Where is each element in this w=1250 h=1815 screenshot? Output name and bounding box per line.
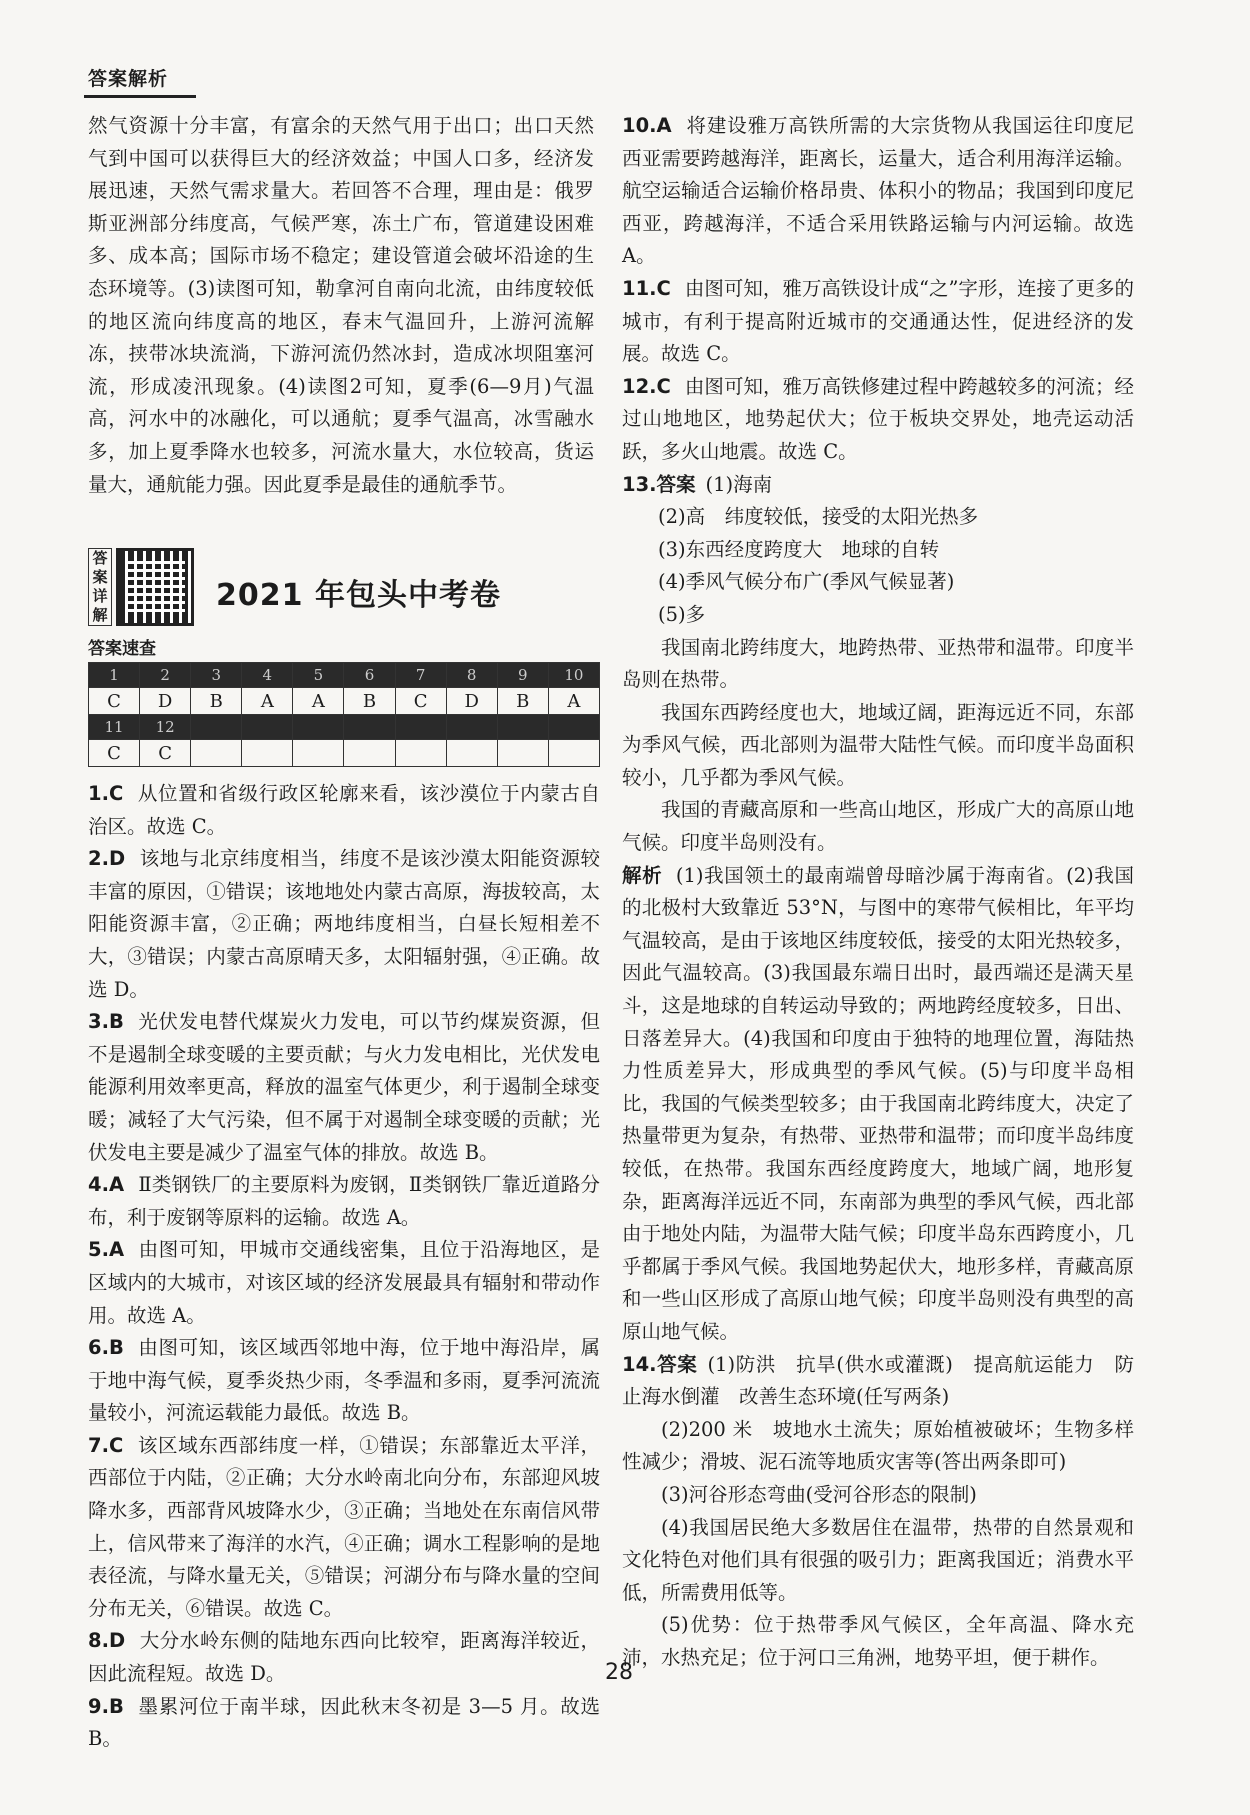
- right-column: [622, 110, 1134, 1675]
- table-cell: [191, 740, 242, 767]
- table-row-answers-1: [89, 688, 600, 715]
- question-number: 1.C: [88, 782, 124, 805]
- exam-header: [88, 548, 600, 628]
- table-cell: [293, 715, 344, 740]
- question-number: 9.B: [88, 1694, 124, 1718]
- question-item: [622, 110, 1134, 273]
- answer-part: (4)我国居民绝大多数居住在温带，热带的自然景观和文化特色对他们具有很强的吸引力；距离我国近；消费水平低，所需费用低等。: [622, 1515, 1134, 1604]
- question-text: 将建设雅万高铁所需的大宗货物从我国运往印度尼西亚需要跨越海洋，距离长，运量大，适合利用海洋运输。航空运输适合运输价格昂贵、体积小的物品；我国到印度尼西亚，跨越海洋，不适合采用铁路运输与内河运输。故选 A。: [622, 114, 1134, 268]
- qr-code-icon[interactable]: [116, 548, 194, 626]
- question-text: 墨累河位于南半球，因此秋末冬初是 3—5 月。故选 B。: [88, 1694, 600, 1751]
- question-number: 3.B: [88, 1010, 124, 1034]
- question-text: 由图可知，该区域西邻地中海，位于地中海沿岸，属于地中海气候，夏季炎热少雨，冬季温和多雨，夏季河流流量较小，河流运载能力最低。故选 B。: [88, 1336, 600, 1425]
- table-cell: [242, 715, 293, 740]
- side-label: 答案详解: [88, 548, 112, 626]
- table-row-numbers-1: [89, 663, 600, 688]
- table-cell: 1: [89, 663, 140, 688]
- question-item: [88, 1006, 600, 1169]
- question-text: 从位置和省级行政区轮廓来看，该沙漠位于内蒙古自治区。故选 C。: [88, 782, 600, 838]
- answer-label: 13.答案: [622, 472, 696, 496]
- table-cell: [497, 715, 548, 740]
- question-number: 8.D: [88, 1629, 126, 1653]
- answer-table: [88, 662, 600, 767]
- quick-check-label: 答案速查: [88, 639, 156, 659]
- question-number: 12.C: [622, 374, 671, 398]
- question-text: 光伏发电替代煤炭火力发电，可以节约煤炭资源，但不是遏制全球变暖的主要贡献；与火力发电相比，光伏发电能源利用效率更高，释放的温室气体更少，利于遏制全球变暖；减轻了大气污染，但不属于对遏制全球变暖的贡献；光伏发电主要是减少了温室气体的排放。故选 B。: [88, 1010, 600, 1164]
- table-cell: D: [446, 688, 497, 715]
- analysis-label: 解析: [622, 863, 663, 887]
- question-number: 6.B: [88, 1336, 124, 1360]
- table-cell: A: [548, 688, 599, 715]
- question-item: [88, 1691, 600, 1756]
- table-cell: [548, 715, 599, 740]
- question-number: 4.A: [88, 1173, 125, 1197]
- table-cell: 9: [497, 663, 548, 688]
- answer-part: (4)季风气候分布广(季风气候显著): [658, 570, 955, 594]
- q13-answer: [622, 469, 1134, 502]
- table-cell: B: [191, 688, 242, 715]
- table-cell: [395, 715, 446, 740]
- question-item: [88, 1625, 600, 1690]
- question-item: [88, 1169, 600, 1234]
- answer-part: (5)优势：位于热带季风气候区，全年高温、降水充沛，水热充足；位于河口三角洲，地势平坦，便于耕作。: [622, 1613, 1134, 1669]
- answer-part: (5)多: [658, 602, 706, 626]
- table-cell: 8: [446, 663, 497, 688]
- question-item: [88, 778, 600, 843]
- question-text: 由图可知，雅万高铁修建过程中跨越较多的河流；经过山地地区，地势起伏大；位于板块交界处，地壳运动活跃，多火山地震。故选 C。: [622, 374, 1134, 463]
- left-column-top: [88, 110, 594, 501]
- table-row-numbers-2: [89, 715, 600, 740]
- table-cell: [497, 740, 548, 767]
- section-header: 答案解析: [88, 68, 169, 90]
- left-column-questions: [88, 778, 600, 1756]
- table-cell: B: [344, 688, 395, 715]
- question-text: 由图可知，甲城市交通线密集，且位于沿海地区，是区域内的大城市，对该区域的经济发展最具有辐射和带动作用。故选 A。: [88, 1238, 600, 1327]
- analysis-text: (1)我国领土的最南端曾母暗沙属于海南省。(2)我国的北极村大致靠近 53°N，与图中的寒带气候相比，年平均气温较高，是由于该地区纬度较低，接受的太阳光热较多，因此气温较高。(3)我国最东端日出时，最西端还是满天星斗，这是地球的自转运动导致的；两地跨经度较多，日出、日落差异大。(4)我国和印度由于独特的地理位置，海陆热力性质差异大，形成典型的季风气候。(5)与印度半岛相比，我国的气候类型较多；由于我国南北跨纬度大，决定了热量带更为复杂，有热带、亚热带和温带；而印度半岛纬度较低，在热带。我国东西经度跨度大，地域广阔，地形复杂，距离海洋远近不同，东南部为典型的季风气候，西北部由于地处内陆，为温带大陆气候；印度半岛东西跨度小，几乎都属于季风气候。我国地势起伏大，地形多样，青藏高原和一些山区形成了高原山地气候；印度半岛则没有典型的高原山地气候。: [622, 863, 1134, 1343]
- answer-part: (2)高 纬度较低，接受的太阳光热多: [658, 505, 979, 529]
- question-number: 10.A: [622, 114, 672, 137]
- table-cell: C: [89, 688, 140, 715]
- table-cell: 11: [89, 715, 140, 740]
- question-item: [622, 371, 1134, 469]
- question-item: [88, 1332, 600, 1430]
- table-cell: 4: [242, 663, 293, 688]
- question-number: 5.A: [88, 1238, 125, 1262]
- table-cell: 10: [548, 663, 599, 688]
- question-number: 2.D: [88, 847, 126, 871]
- table-cell: 3: [191, 663, 242, 688]
- question-text: Ⅱ类钢铁厂的主要原料为废钢，Ⅱ类钢铁厂靠近道路分布，利于废钢等原料的运输。故选 A。: [88, 1173, 600, 1229]
- table-cell: [191, 715, 242, 740]
- table-cell: 6: [344, 663, 395, 688]
- question-number: 7.C: [88, 1433, 124, 1457]
- answer-part: (1)防洪 抗旱(供水或灌溉) 提高航运能力 防止海水倒灌 改善生态环境(任写两条): [622, 1352, 1134, 1409]
- table-cell: [344, 715, 395, 740]
- continued-answer-text: 然气资源十分丰富，有富余的天然气用于出口；出口天然气到中国可以获得巨大的经济效益；中国人口多，经济发展迅速，天然气需求量大。若回答不合理，理由是：俄罗斯亚洲部分纬度高，气候严寒，冻土广布，管道建设困难多、成本高；国际市场不稳定；建设管道会破坏沿途的生态环境等。(3)读图可知，勒拿河自南向北流，由纬度较低的地区流向纬度高的地区，春末气温回升，上游河流解冻，挟带冰块流淌，下游河流仍然冰封，造成冰坝阻塞河流，形成凌汛现象。(4)读图2可知，夏季(6—9月)气温高，河水中的冰融化，可以通航；夏季气温高，冰雪融水多，加上夏季降水也较多，河流水量大，水位较高，货运量大，通航能力强。因此夏季是最佳的通航季节。: [88, 114, 594, 496]
- question-item: [88, 1430, 600, 1626]
- answer-label: 14.答案: [622, 1352, 698, 1376]
- question-item: [88, 843, 600, 1006]
- table-cell: C: [395, 688, 446, 715]
- table-cell: C: [89, 740, 140, 767]
- question-number: 11.C: [622, 276, 671, 300]
- answer-paragraph: 我国的青藏高原和一些高山地区，形成广大的高原山地气候。印度半岛则没有。: [622, 798, 1134, 855]
- question-text: 由图可知，雅万高铁设计成“之”字形，连接了更多的城市，有利于提高附近城市的交通通达性，促进经济的发展。故选 C。: [622, 276, 1134, 366]
- table-cell: [293, 740, 344, 767]
- table-cell: [242, 740, 293, 767]
- answer-part: (3)河谷形态弯曲(受河谷形态的限制): [661, 1482, 977, 1506]
- question-item: [88, 1234, 600, 1332]
- question-text: 该区域东西部纬度一样，①错误；东部靠近太平洋，西部位于内陆，②正确；大分水岭南北向分布，东部迎风坡降水多，西部背风坡降水少，③正确；当地处在东南信风带上，信风带来了海洋的水汽，④正确；调水工程影响的是地表径流，与降水量无关，⑤错误；河湖分布与降水量的空间分布无关，⑥错误。故选 C。: [88, 1433, 600, 1620]
- table-cell: A: [293, 688, 344, 715]
- table-cell: 5: [293, 663, 344, 688]
- table-cell: A: [242, 688, 293, 715]
- table-cell: 7: [395, 663, 446, 688]
- table-cell: 2: [140, 663, 191, 688]
- table-cell: B: [497, 688, 548, 715]
- answer-paragraph: 我国东西跨经度也大，地域辽阔，距海远近不同，东部为季风气候，西北部则为温带大陆性气候。而印度半岛面积较小，几乎都为季风气候。: [622, 700, 1134, 789]
- question-text: 大分水岭东侧的陆地东西向比较窄，距离海洋较近，因此流程短。故选 D。: [88, 1629, 600, 1686]
- answer-part: (1)海南: [705, 472, 773, 496]
- table-row-answers-2: [89, 740, 600, 767]
- table-cell: [548, 740, 599, 767]
- table-cell: D: [140, 688, 191, 715]
- q14-answer: [622, 1349, 1134, 1414]
- table-cell: [446, 715, 497, 740]
- answer-paragraph: 我国南北跨纬度大，地跨热带、亚热带和温带。印度半岛则在热带。: [622, 635, 1134, 692]
- page-number: 28: [605, 1660, 633, 1685]
- answer-part: (3)东西经度跨度大 地球的自转: [658, 537, 940, 561]
- answer-part: (2)200 米 坡地水土流失；原始植被破坏；生物多样性减少；滑坡、泥石流等地质灾害等(答出两条即可): [622, 1417, 1134, 1474]
- table-cell: 12: [140, 715, 191, 740]
- table-cell: [344, 740, 395, 767]
- table-cell: [446, 740, 497, 767]
- exam-title: 2021 年包头中考卷: [216, 578, 501, 613]
- question-text: 该地与北京纬度相当，纬度不是该沙漠太阳能资源较丰富的原因，①错误；该地地处内蒙古高原，海拔较高，太阳能资源丰富，②正确；两地纬度相当，白昼长短相差不大，③错误；内蒙古高原晴天多，太阳辐射强，④正确。故选 D。: [88, 847, 600, 1001]
- header-rule: [84, 95, 196, 98]
- table-cell: C: [140, 740, 191, 767]
- table-cell: [395, 740, 446, 767]
- analysis-block: [622, 860, 1134, 1349]
- question-item: [622, 273, 1134, 371]
